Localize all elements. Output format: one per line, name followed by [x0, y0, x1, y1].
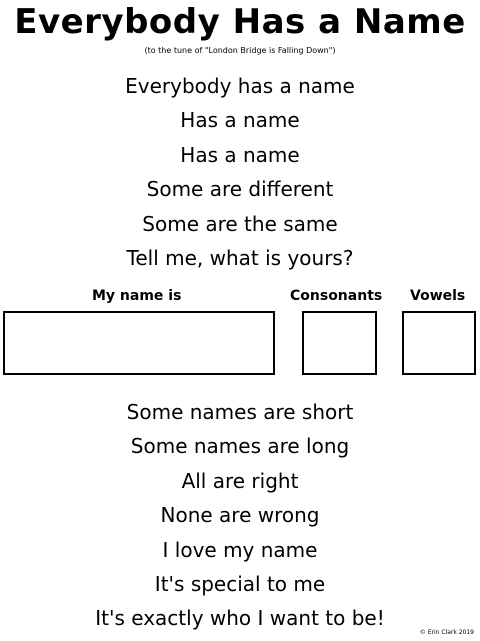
verse-two: [0, 400, 480, 641]
vowels-label: Vowels: [410, 288, 466, 304]
verse-line: Some are the same: [142, 211, 338, 236]
verse-line: Some names are short: [126, 400, 354, 424]
vowels-write-box[interactable]: [402, 311, 476, 375]
verse-line: It's special to me: [154, 571, 326, 596]
name-label: My name is: [92, 288, 182, 304]
tune-subtitle: (to the tune of "London Bridge is Falling Down"): [144, 46, 336, 55]
verse-line: Everybody has a name: [125, 74, 355, 98]
consonants-write-box[interactable]: [302, 311, 377, 375]
verse-line: It's exactly who I want to be!: [95, 606, 385, 631]
page-title: Everybody Has a Name: [14, 2, 466, 42]
copyright-credit: © Erin Clark 2019: [419, 629, 474, 636]
verse-line: None are wrong: [160, 503, 320, 528]
verse-one: [0, 74, 480, 280]
verse-line: All are right: [181, 468, 299, 493]
consonants-label: Consonants: [290, 288, 383, 304]
verse-line: Some are different: [146, 177, 334, 202]
name-write-box[interactable]: [3, 311, 275, 375]
verse-line: Tell me, what is yours?: [126, 245, 354, 270]
box-labels: [0, 287, 480, 307]
verse-line: I love my name: [162, 537, 318, 562]
verse-line: Has a name: [180, 142, 300, 167]
verse-line: Has a name: [180, 108, 300, 133]
verse-line: Some names are long: [130, 434, 350, 459]
